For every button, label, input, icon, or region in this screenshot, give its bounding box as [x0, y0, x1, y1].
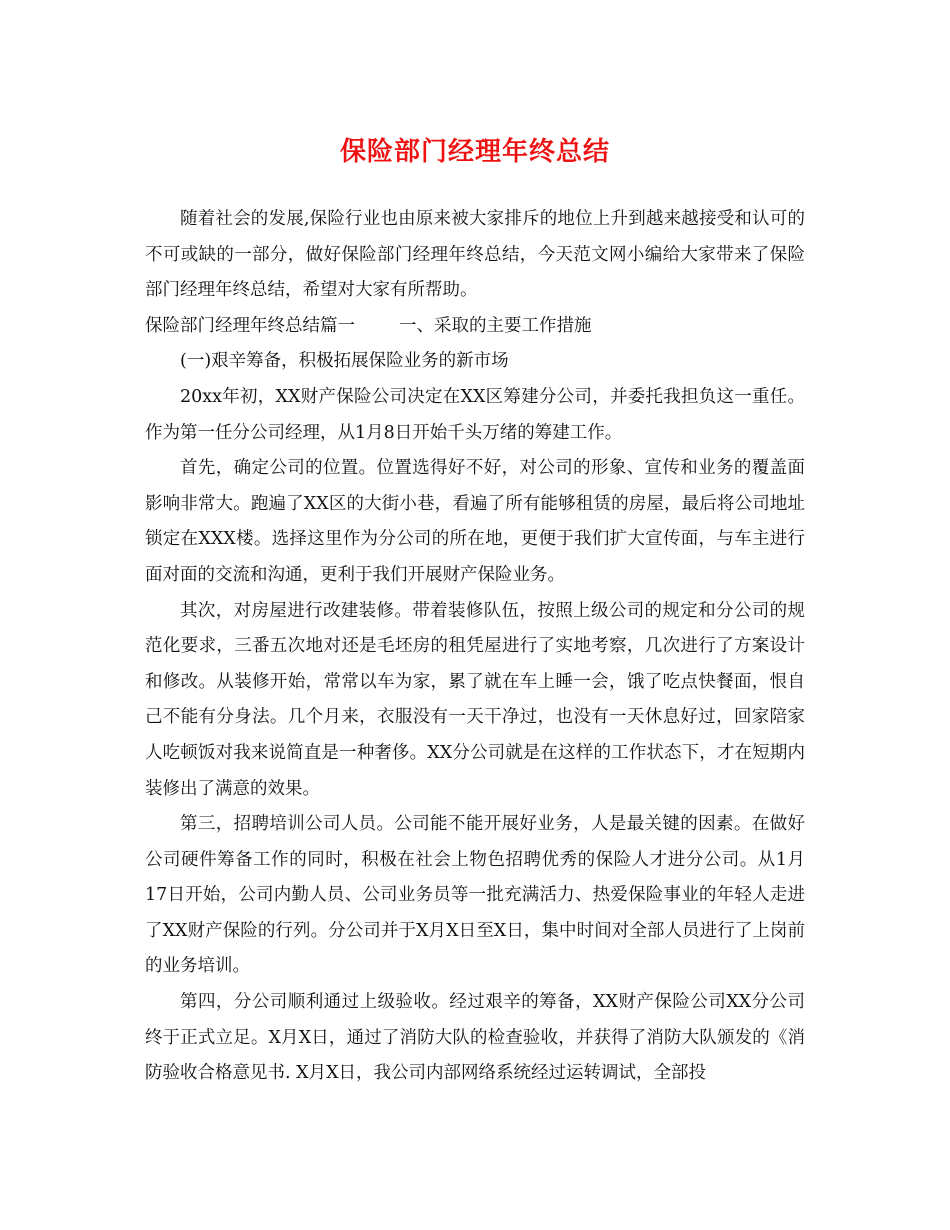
body-paragraph-3: 其次，对房屋进行改建装修。带着装修队伍，按照上级公司的规定和分公司的规范化要求，三番五次地对还是毛坯房的租凭屋进行了实地考察，几次进行了方案设计和修改。从装修开始，常常以车为家，累了就在车上睡一会，饿了吃点快餐面，恨自己不能有分身法。几个月来，衣服没有一天干净过，也没有一天休息好过，回家陪家人吃顿饭对我来说简直是一种奢侈。XX分公司就是在这样的工作状态下，才在短期内装修出了满意的效果。 — [145, 600, 805, 799]
document-title: 保险部门经理年终总结 — [339, 137, 610, 167]
body-paragraph-2: 首先，确定公司的位置。位置选得好不好，对公司的形象、宣传和业务的覆盖面影响非常大。跑遍了XX区的大街小巷，看遍了所有能够租赁的房屋，最后将公司地址锁定在XXX楼。选择这里作为分公司的所在地，更便于我们扩大宣传面，与车主进行面对面的交流和沟通，更利于我们开展财产保险业务。 — [145, 458, 805, 585]
body-paragraph-5: 第四，分公司顺利通过上级验收。经过艰辛的筹备，XX财产保险公司XX分公司终于正式立足。X月X日，通过了消防大队的检查验收，并获得了消防大队颁发的《消防验收合格意见书. X月X日，我公司内部网络系统经过运转调试，全部投 — [145, 992, 805, 1084]
section-subheading: 一、采取的主要工作措施 — [399, 315, 592, 336]
section-heading-line — [145, 309, 805, 345]
subsection-heading: (一)艰辛筹备，积极拓展保险业务的新市场 — [180, 351, 509, 372]
section-heading: 保险部门经理年终总结篇一 — [145, 315, 355, 336]
intro-paragraph: 随着社会的发展,保险行业也由原来被大家排斥的地位上升到越来越接受和认可的不可或缺的一部分，做好保险部门经理年终总结，今天范文网小编给大家带来了保险部门经理年终总结，希望对大家有所帮助。 — [145, 209, 805, 301]
body-paragraph-1: 20xx年初，XX财产保险公司决定在XX区筹建分公司，并委托我担负这一重任。作为第一任分公司经理，从1月8日开始千头万绪的筹建工作。 — [145, 386, 805, 443]
document-body — [145, 202, 805, 1092]
body-paragraph-4: 第三，招聘培训公司人员。公司能不能开展好业务，人是最关键的因素。在做好公司硬件筹备工作的同时，积极在社会上物色招聘优秀的保险人才进分公司。从1月17日开始，公司内勤人员、公司业务员等一批充满活力、热爱保险事业的年轻人走进了XX财产保险的行列。分公司并于X月X日至X日，集中时间对全部人员进行了上岗前的业务培训。 — [145, 814, 805, 977]
